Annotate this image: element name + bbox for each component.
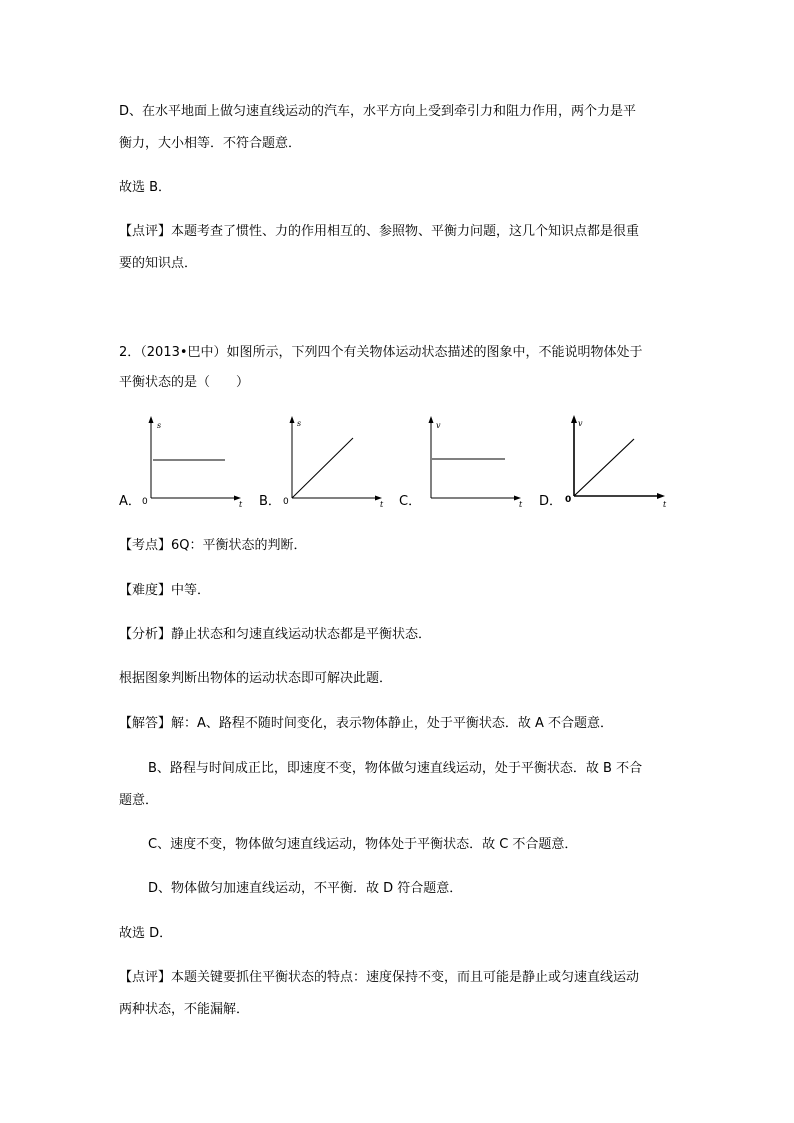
answer-q1: 故选 B． (119, 180, 172, 195)
fenxi: 【分析】静止状态和匀速直线运动状态都是平衡状态． (119, 627, 432, 642)
comment-q2-line-2: 两种状态，不能漏解． (119, 1002, 250, 1017)
option-a-label: A． (119, 494, 141, 509)
graph-c (419, 412, 531, 507)
jieda-b-line-2: 题意． (119, 793, 159, 808)
graph-b-origin: 0 (283, 497, 289, 507)
graph-c-x-label: t (519, 500, 523, 509)
graph-d-y-label: v (578, 419, 583, 428)
jieda-c: C、速度不变，物体做匀速直线运动，物体处于平衡状态．故 C 不合题意． (148, 837, 578, 852)
graph-d-origin: 0 (565, 495, 572, 505)
graph-a (139, 412, 251, 507)
comment-q2-line-1: 【点评】本题关键要抓住平衡状态的特点：速度保持不变，而且可能是静止或匀速直线运动 (119, 970, 640, 985)
option-c-label: C． (399, 494, 422, 509)
graph-b-x-label: t (380, 500, 384, 509)
kaodian: 【考点】6Q：平衡状态的判断． (119, 538, 307, 553)
answer-q2: 故选 D． (119, 926, 173, 941)
graph-a-origin: 0 (142, 497, 148, 507)
nandu: 【难度】中等． (119, 583, 211, 598)
jieda-a: 【解答】解：A、路程不随时间变化，表示物体静止，处于平衡状态．故 A 不合题意． (119, 716, 614, 731)
question-2-figure (119, 412, 679, 518)
graph-b-y-label: s (297, 419, 302, 428)
option-d-explanation-line-1: D、在水平地面上做匀速直线运动的汽车，水平方向上受到牵引力和阻力作用，两个力是平 (119, 104, 637, 119)
graph-d-x-label: t (663, 500, 667, 509)
fenxi-2: 根据图象判断出物体的运动状态即可解决此题． (119, 671, 393, 686)
comment-q1-line-2: 要的知识点． (119, 256, 198, 271)
graph-c-y-label: v (436, 421, 441, 430)
option-b-label: B． (259, 494, 281, 509)
graph-a-x-label: t (239, 500, 243, 509)
graph-b (282, 412, 394, 507)
option-d-label: D． (539, 494, 563, 509)
jieda-d: D、物体做匀加速直线运动，不平衡．故 D 符合题意． (148, 881, 463, 896)
question-2-line-1: 2．（2013•巴中）如图所示，下列四个有关物体运动状态描述的图象中，不能说明物体处于 (119, 345, 643, 360)
option-d-explanation-line-2: 衡力，大小相等．不符合题意． (119, 136, 302, 151)
jieda-b-line-1: B、路程与时间成正比，即速度不变，物体做匀速直线运动，处于平衡状态．故 B 不合 (148, 761, 643, 776)
question-2-line-2: 平衡状态的是（ ） (119, 375, 250, 390)
comment-q1-line-1: 【点评】本题考查了惯性、力的作用相互的、参照物、平衡力问题，这几个知识点都是很重 (119, 224, 640, 239)
graph-a-y-label: s (157, 421, 162, 430)
graph-d (564, 412, 676, 507)
